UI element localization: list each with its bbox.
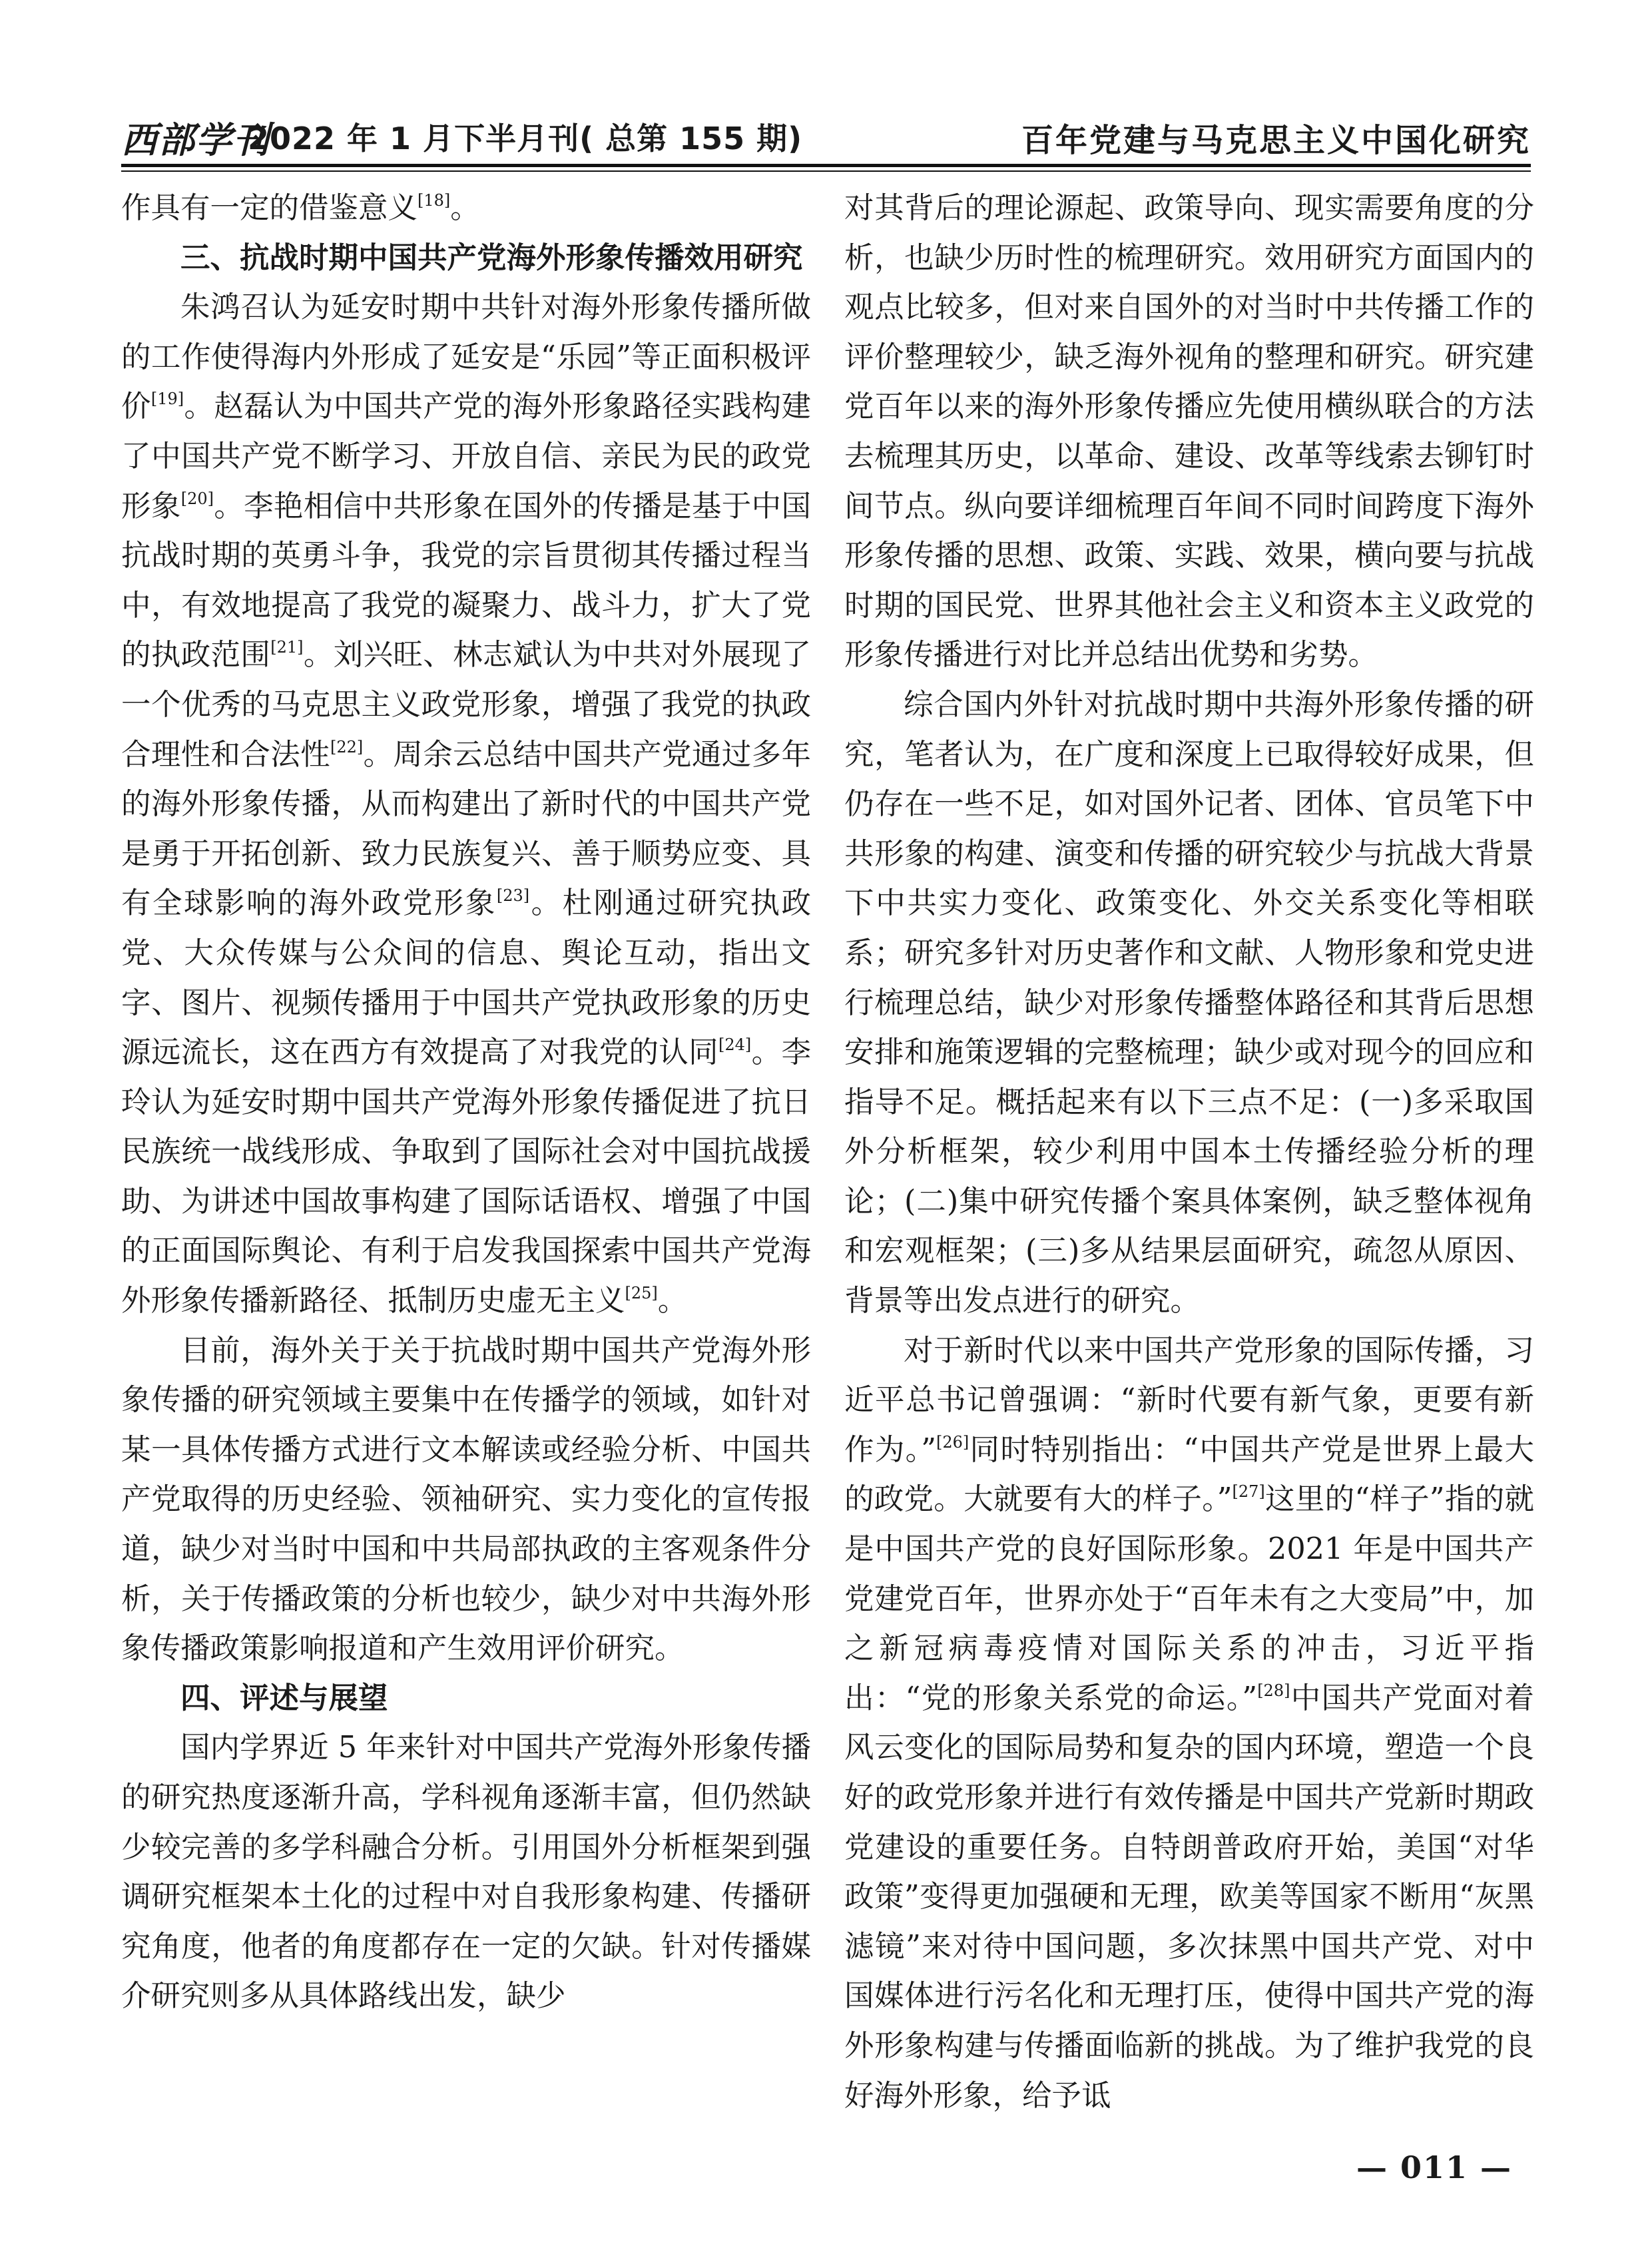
citation: [24] <box>718 1035 752 1055</box>
paragraph: 综合国内外针对抗战时期中共海外形象传播的研究，笔者认为，在广度和深度上已取得较好成果，但仍存在一些不足，如对国外记者、团体、官员笔下中共形象的构建、演变和传播的研究较少与抗战大背景下中共实力变化、政策变化、外交关系变化等相联系；研究多针对历史著作和文献、人物形象和党史进行梳理总结，缺少对形象传播整体路径和其背后思想安排和施策逻辑的完整梳理；缺少或对现今的回应和指导不足。概括起来有以下三点不足：(一)多采取国外分析框架，较少利用中国本土传播经验分析的理论；(二)集中研究传播个案具体案例，缺乏整体视角和宏观框架；(三)多从结果层面研究，疏忽从原因、背景等出发点进行的研究。 <box>844 687 1534 1318</box>
right-column <box>844 184 1534 2121</box>
page-number: — 011 — <box>1356 2149 1512 2185</box>
paragraph: 目前，海外关于关于抗战时期中国共产党海外形象传播的研究领域主要集中在传播学的领域，如针对某一具体传播方式进行文本解读或经验分析、中国共产党取得的历史经验、领袖研究、实力变化的宣传报道，缺少对当时中国和中共局部执政的主客观条件分析，关于传播政策的分析也较少，缺少对中共海外形象传播政策影响报道和产生效用评价研究。 <box>121 1333 811 1666</box>
citation: [18] <box>417 191 451 210</box>
column-title: 百年党建与马克思主义中国化研究 <box>1021 122 1531 159</box>
header-rule-thick <box>121 164 1531 167</box>
paragraph-continuation: 对其背后的理论源起、政策导向、现实需要角度的分析，也缺少历时性的梳理研究。效用研究方面国内的观点比较多，但对来自国外的对当时中共传播工作的评价整理较少，缺乏海外视角的整理和研究。研究建党百年以来的海外形象传播应先使用横纵联合的方法去梳理其历史，以革命、建设、改革等线索去铆钉时间节点。纵向要详细梳理百年间不同时间跨度下海外形象传播的思想、政策、实践、效果，横向要与抗战时期的国民党、世界其他社会主义和资本主义政党的形象传播进行对比并总结出优势和劣势。 <box>844 191 1534 673</box>
section-heading-4: 四、评述与展望 <box>180 1681 388 1715</box>
citation: [26] <box>936 1432 969 1452</box>
running-header <box>121 108 1531 161</box>
citation: [21] <box>270 638 304 657</box>
citation: [28] <box>1257 1681 1290 1700</box>
left-column <box>121 184 811 2022</box>
paragraph-continuation: 作具有一定的借鉴意义[18]。 <box>121 191 480 225</box>
paragraph: 国内学界近 5 年来针对中国共产党海外形象传播的研究热度逐渐升高，学科视角逐渐丰富，但仍然缺少较完善的多学科融合分析。引用国外分析框架到强调研究框架本土化的过程中对自我形象构建、传播研究角度，他者的角度都存在一定的欠缺。针对传播媒介研究则多从具体路线出发，缺少 <box>121 1731 811 2014</box>
citation: [20] <box>180 489 214 508</box>
citation: [25] <box>625 1284 658 1303</box>
issue-info: 2022 年 1 月下半月刊( 总第 155 期) <box>248 121 803 156</box>
paragraph: 对于新时代以来中国共产党形象的国际传播，习近平总书记曾强调：“新时代要有新气象，更要有新作为。”[26]同时特别指出：“中国共产党是世界上最大的政党。大就要有大的样子。”[27]这里的“样子”指的就是中国共产党的良好国际形象。2021 年是中国共产党建党百年，世界亦处于“百年未有之大变局”中，加之新冠病毒疫情对国际关系的冲击，习近平指出：“党的形象关系党的命运。”[28]中国共产党面对着风云变化的国际局势和复杂的国内环境，塑造一个良好的政党形象并进行有效传播是中国共产党新时期政党建设的重要任务。自特朗普政府开始，美国“对华政策”变得更加强硬和无理，欧美等国家不断用“灰黑滤镜”来对待中国问题，多次抹黑中国共产党、对中国媒体进行污名化和无理打压，使得中国共产党的海外形象构建与传播面临新的挑战。为了维护我党的良好海外形象，给予诋 <box>844 1333 1534 2113</box>
journal-logo: 西部学刊 <box>121 119 270 161</box>
citation: [23] <box>496 886 530 906</box>
citation: [22] <box>330 737 364 756</box>
citation: [27] <box>1232 1482 1265 1502</box>
header-rule-thin <box>121 170 1531 172</box>
section-heading-3: 三、抗战时期中国共产党海外形象传播效用研究 <box>180 240 803 275</box>
citation: [19] <box>150 390 184 409</box>
paragraph: 朱鸿召认为延安时期中共针对海外形象传播所做的工作使得海内外形成了延安是“乐园”等正面积极评价[19]。赵磊认为中国共产党的海外形象路径实践构建了中国共产党不断学习、开放自信、亲民为民的政党形象[20]。李艳相信中共形象在国外的传播是基于中国抗战时期的英勇斗争，我党的宗旨贯彻其传播过程当中，有效地提高了我党的凝聚力、战斗力，扩大了党的执政范围[21]。刘兴旺、林志斌认为中共对外展现了一个优秀的马克思主义政党形象，增强了我党的执政合理性和合法性[22]。周余云总结中国共产党通过多年的海外形象传播，从而构建出了新时代的中国共产党是勇于开拓创新、致力民族复兴、善于顺势应变、具有全球影响的海外政党形象[23]。杜刚通过研究执政党、大众传媒与公众间的信息、舆论互动，指出文字、图片、视频传播用于中国共产党执政形象的历史源远流长，这在西方有效提高了对我党的认同[24]。李玲认为延安时期中国共产党海外形象传播促进了抗日民族统一战线形成、争取到了国际社会对中国抗战援助、为讲述中国故事构建了国际话语权、增强了中国的正面国际舆论、有利于启发我国探索中国共产党海外形象传播新路径、抵制历史虚无主义[25]。 <box>121 290 811 1318</box>
